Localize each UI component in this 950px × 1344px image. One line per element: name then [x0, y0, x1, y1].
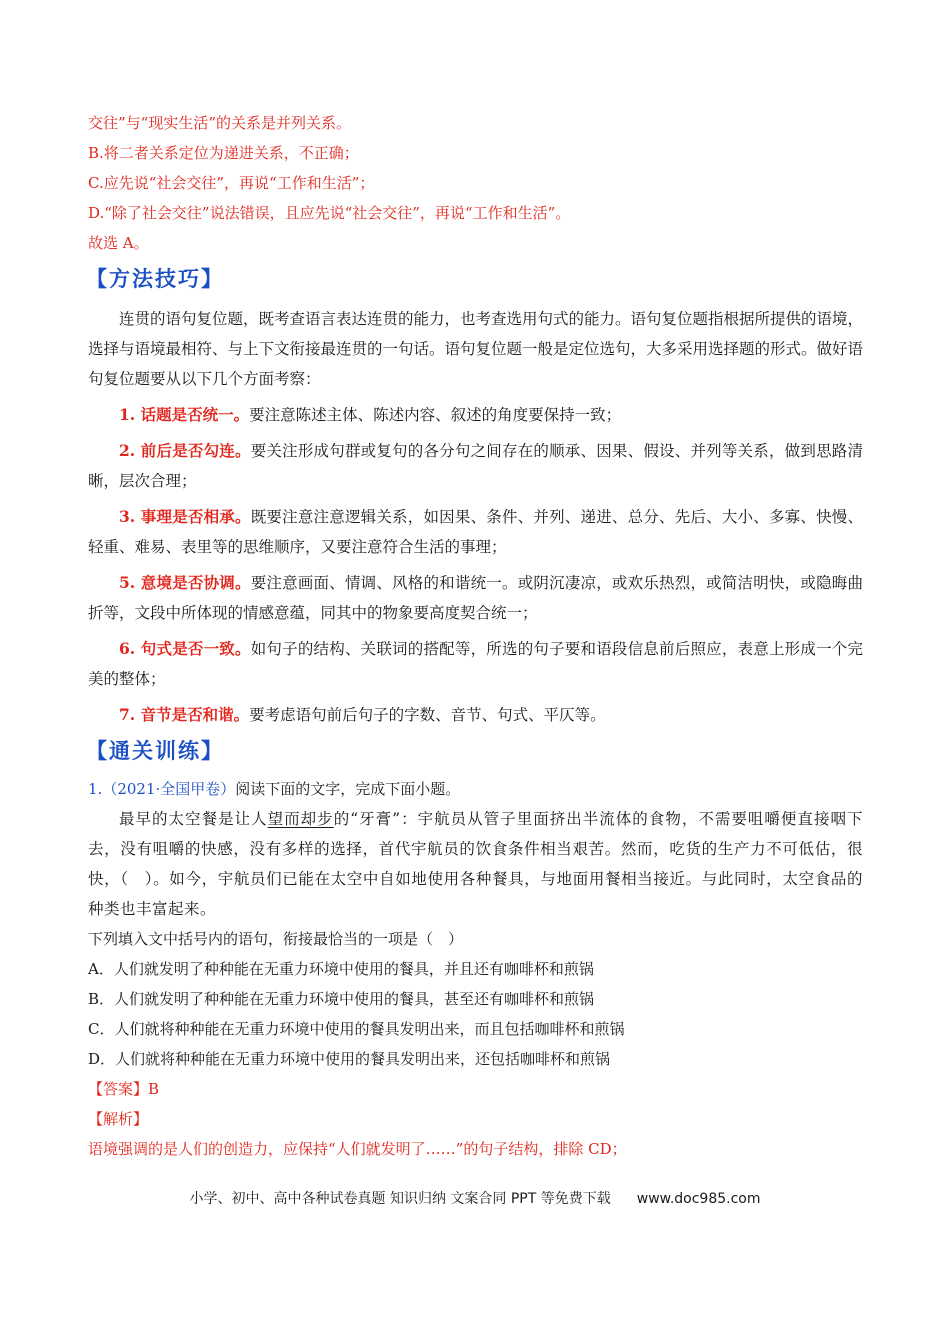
method-item-text: 如句子的结构、关联词的搭配等，所选的句子要和语段信息前后照应，表意上形成一个完美的整体；: [88, 640, 863, 688]
option-d: D．人们就将种种能在无重力环境中使用的餐具发明出来，还包括咖啡杯和煎锅: [88, 1050, 611, 1068]
method-item: [88, 700, 863, 730]
question-header: [88, 774, 863, 804]
method-item-title: 5. 意境是否协调。: [119, 573, 251, 592]
explanation-line: C.应先说“社会交往”，再说“工作和生活”；: [88, 174, 375, 192]
method-item-text: 要注意画面、情调、风格的和谐统一。或阴沉凄凉，或欢乐热烈，或简洁明快，或隐晦曲折等，文段中所体现的情感意蕴，同其中的物象要高度契合统一；: [88, 574, 863, 622]
option-c: C．人们就将种种能在无重力环境中使用的餐具发明出来，而且包括咖啡杯和煎锅: [88, 1020, 625, 1038]
method-item-text: 要注意陈述主体、陈述内容、叙述的角度要保持一致；: [249, 406, 622, 424]
passage-after: 的“牙膏”：宇航员从管子里面挤出半流体的食物，不需要咀嚼便直接咽下去，没有咀嚼的快感，没有多样的选择，首代宇航员的饮食条件相当艰苦。然而，吃货的生产力不可低估，很快，（ ）。如今，宇航员们已能在太空中自如地使用各种餐具，与地面用餐相当接近。与此同时，太空食品的种类也丰富起来。: [88, 810, 863, 918]
method-item: [88, 634, 863, 694]
passage-underlined: 望而却步: [267, 810, 334, 828]
explanation-line: 交往”与“现实生活”的关系是并列关系。: [88, 114, 352, 132]
method-heading: 【方法技巧】: [86, 267, 224, 291]
footer-text: 小学、初中、高中各种试卷真题 知识归纳 文案合同 PPT 等免费下载: [189, 1191, 611, 1207]
question-passage: [88, 804, 863, 924]
explanation-line: B.将二者关系定位为递进关系，不正确；: [88, 144, 359, 162]
question-number: 1.: [88, 780, 103, 798]
explanation-line: D.“除了社会交往”说法错误，且应先说“社会交往”，再说“工作和生活”。: [88, 204, 571, 222]
top-explanation: [88, 108, 863, 258]
method-item-text: 要考虑语句前后句子的字数、音节、句式、平仄等。: [249, 706, 606, 724]
method-item-title: 6. 句式是否一致。: [119, 639, 251, 658]
analysis-label: 【解析】: [88, 1110, 149, 1128]
page-footer: [0, 1188, 950, 1208]
method-item-text: 既要注意注意逻辑关系，如因果、条件、并列、递进、总分、先后、大小、多寡、快慢、轻重、难易、表里等的思维顺序，又要注意符合生活的事理；: [88, 508, 863, 556]
method-item: [88, 568, 863, 628]
footer-url[interactable]: www.doc985.com: [636, 1191, 761, 1207]
answer-line: [88, 1074, 863, 1104]
method-item-title: 3. 事理是否相承。: [119, 507, 251, 526]
question-source: （2021·全国甲卷）: [102, 780, 236, 798]
method-item: [88, 400, 863, 430]
method-intro: 连贯的语句复位题，既考查语言表达连贯的能力，也考查选用句式的能力。语句复位题指根据所提供的语境，选择与语境最相符、与上下文衔接最连贯的一句话。语句复位题一般是定位选句，大多采用选择题的形式。做好语句复位题要从以下几个方面考察：: [88, 310, 864, 388]
method-item: [88, 502, 863, 562]
training-heading: 【通关训练】: [86, 739, 224, 763]
method-item-title: 7. 音节是否和谐。: [119, 705, 250, 724]
method-item: [88, 436, 863, 496]
method-item-title: 1. 话题是否统一。: [119, 405, 250, 424]
explanation-line: 故选 A。: [88, 234, 149, 252]
method-item-text: 要关注形成句群或复句的各分句之间存在的顺承、因果、假设、并列等关系，做到思路清晰，层次合理；: [88, 442, 863, 490]
method-item-title: 2. 前后是否勾连。: [119, 441, 251, 460]
document-page: [88, 108, 863, 1164]
answer-label: 【答案】: [88, 1080, 149, 1098]
question-prompt: 阅读下面的文字，完成下面小题。: [235, 780, 461, 798]
option-a: A．人们就发明了种种能在无重力环境中使用的餐具，并且还有咖啡杯和煎锅: [88, 960, 594, 978]
option-b: B．人们就发明了种种能在无重力环境中使用的餐具，甚至还有咖啡杯和煎锅: [88, 990, 595, 1008]
answer-value: B: [148, 1080, 160, 1098]
passage-before: 最早的太空餐是让人: [119, 810, 268, 828]
analysis-text: 语境强调的是人们的创造力，应保持“人们就发明了……”的句子结构，排除 CD；: [88, 1140, 627, 1158]
question-stem: 下列填入文中括号内的语句，衔接最恰当的一项是（ ）: [88, 930, 464, 948]
